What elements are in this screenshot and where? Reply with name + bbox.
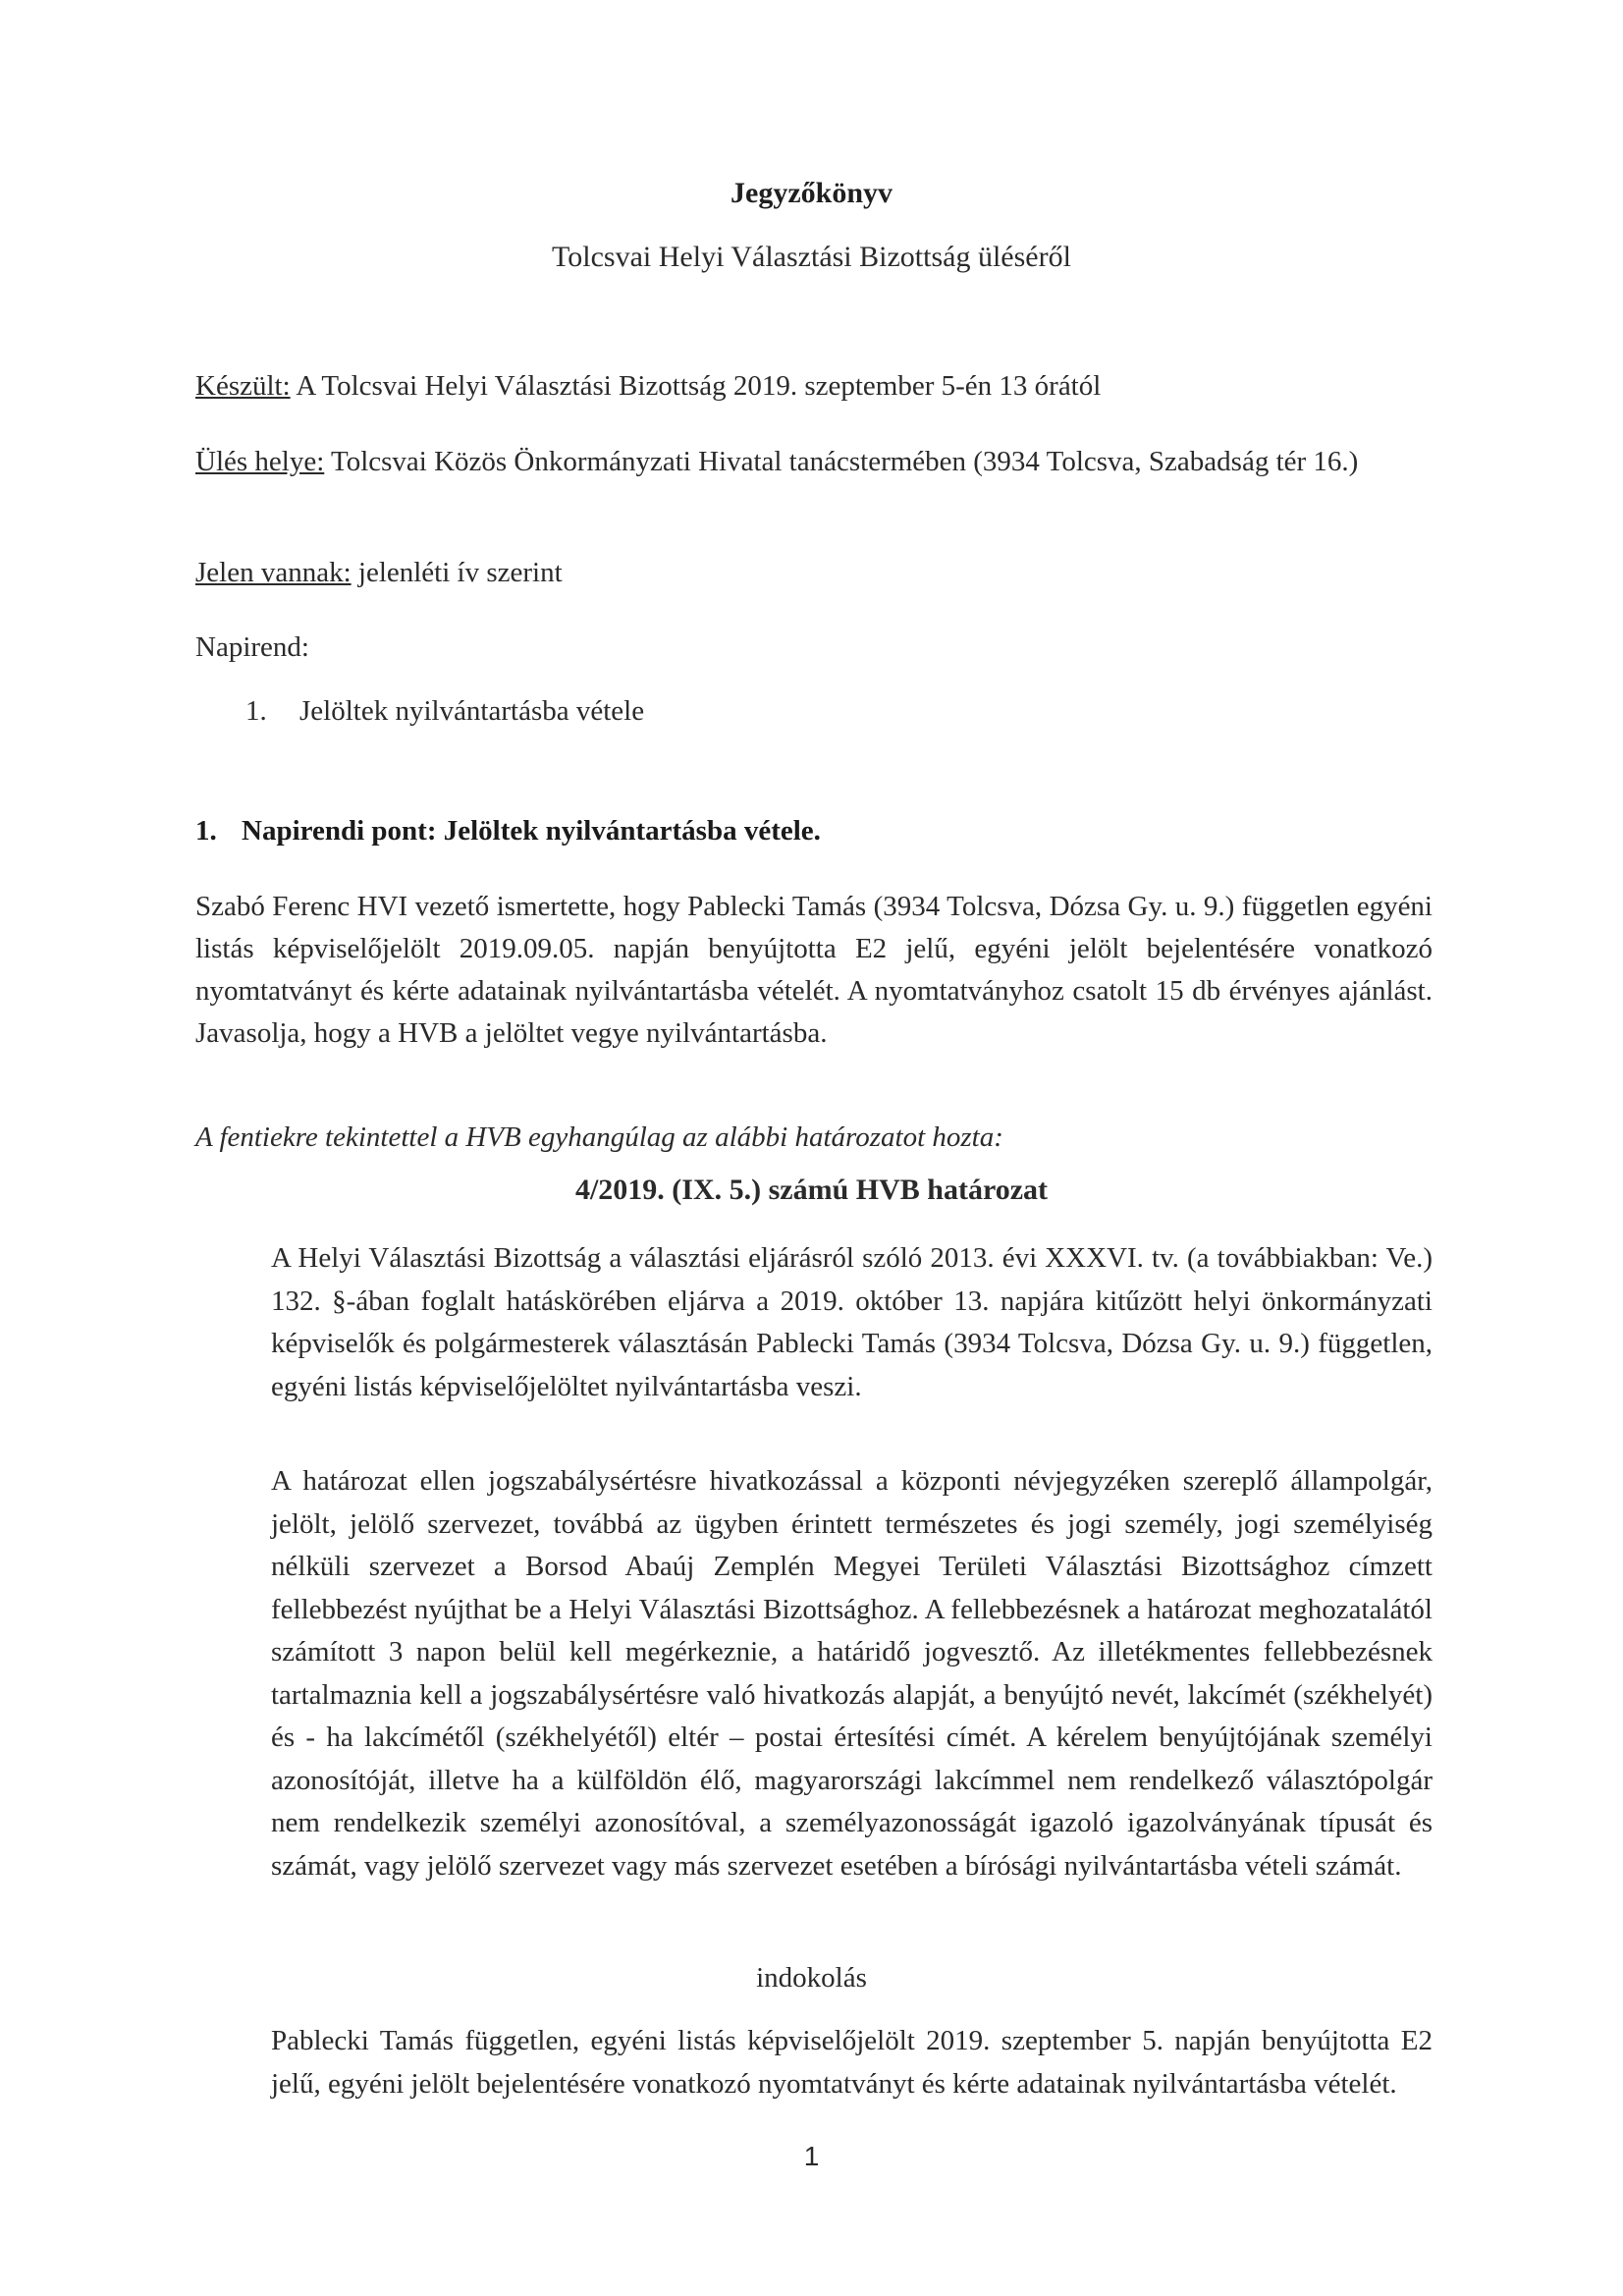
jelen-label: Jelen vannak:	[195, 557, 352, 588]
section-heading	[195, 815, 821, 847]
justification-paragraph: Pablecki Tamás független, egyéni listás képviselőjelölt 2019. szeptember 5. napján benyújtotta E2 jelű, egyéni jelölt bejelentésére vonatkozó nyomtatványt és kérte adatainak nyilvántartásba vételét.	[271, 2025, 1433, 2100]
section-heading-number: 1.	[195, 815, 217, 847]
ules-helye-value: Tolcsvai Közös Önkormányzati Hivatal tanácstermében (3934 Tolcsva, Szabadság tér 16.)	[331, 446, 1359, 477]
jelen-value: jelenléti ív szerint	[357, 557, 563, 588]
agenda-item-number: 1.	[245, 695, 267, 727]
keszult-label: Készült:	[195, 370, 291, 402]
intro-paragraph: Szabó Ferenc HVI vezető ismertette, hogy Pablecki Tamás (3934 Tolcsva, Dózsa Gy. u. 9.) független egyéni listás képviselőjelölt 2019.09.05. napján benyújtotta E2 jelű, egyéni jelölt bejelentésére vonatkozó nyomtatványt és kérte adatainak nyilvántartásba vételét. A nyomtatványhoz csatolt 15 db érvényes ajánlást. Javasolja, hogy a HVB a jelöltet vegye nyilvántartásba.	[195, 891, 1433, 1049]
decision-title: 4/2019. (IX. 5.) számú HVB határozat	[574, 1174, 1049, 1206]
decision-intro: A fentiekre tekintettel a HVB egyhangúlag az alábbi határozatot hozta:	[195, 1121, 1003, 1153]
document-title: Jegyzőkönyv	[730, 177, 893, 209]
keszult-value: A Tolcsvai Helyi Választási Bizottság 2019. szeptember 5-én 13 órától	[296, 370, 1102, 402]
napirend-label: Napirend:	[195, 631, 309, 663]
agenda-item	[245, 690, 1483, 732]
keszult-line	[195, 365, 1433, 407]
decision-paragraph-1: A Helyi Választási Bizottság a választási eljárásról szóló 2013. évi XXXVI. tv. (a továbbiakban: Ve.) 132. §-ában foglalt hatáskörében eljárva a 2019. október 13. napjára kitűzött helyi önkormányzati képviselők és polgármesterek választásán Pablecki Tamás (3934 Tolcsva, Dózsa Gy. u. 9.) független, egyéni listás képviselőjelöltet nyilvántartásba veszi.	[271, 1242, 1433, 1402]
section-heading-text: Napirendi pont: Jelöltek nyilvántartásba vétele.	[242, 815, 821, 847]
ules-helye-line	[195, 440, 1434, 483]
document-subtitle: Tolcsvai Helyi Választási Bizottság üléséről	[552, 241, 1071, 273]
agenda-item-text: Jelöltek nyilvántartásba vétele	[299, 695, 645, 727]
page-number: 1	[803, 2141, 820, 2171]
ules-helye-label: Ülés helye:	[195, 446, 325, 477]
decision-paragraph-2: A határozat ellen jogszabálysértésre hivatkozással a központi névjegyzéken szereplő állampolgár, jelölt, jelölő szervezet, továbbá az ügyben érintett természetes és jogi személy, jogi személyiség nélküli szervezet a Borsod Abaúj Zemplén Megyei Területi Választási Bizottsághoz címzett fellebbezést nyújthat be a Helyi Választási Bizottsághoz. A fellebbezésnek a határozat meghozatalától számított 3 napon belül kell megérkeznie, a határidő jogvesztő. Az illetékmentes fellebbezésnek tartalmaznia kell a jogszabálysértésre való hivatkozás alapját, a benyújtó nevét, lakcímét (székhelyét) és - ha lakcímétől (székhelyétől) eltér – postai értesítési címét. A kérelem benyújtójának személyi azonosítóját, illetve ha a külföldön élő, magyarországi lakcímmel nem rendelkező választópolgár nem rendelkezik személyi azonosítóval, a személyazonosságát igazoló igazolványának típusát és számát, vagy jelölő szervezet vagy más szervezet esetében a bírósági nyilvántartásba vételi számát.	[271, 1465, 1433, 1882]
jelen-line	[195, 552, 1433, 593]
justification-heading: indokolás	[756, 1962, 867, 1994]
